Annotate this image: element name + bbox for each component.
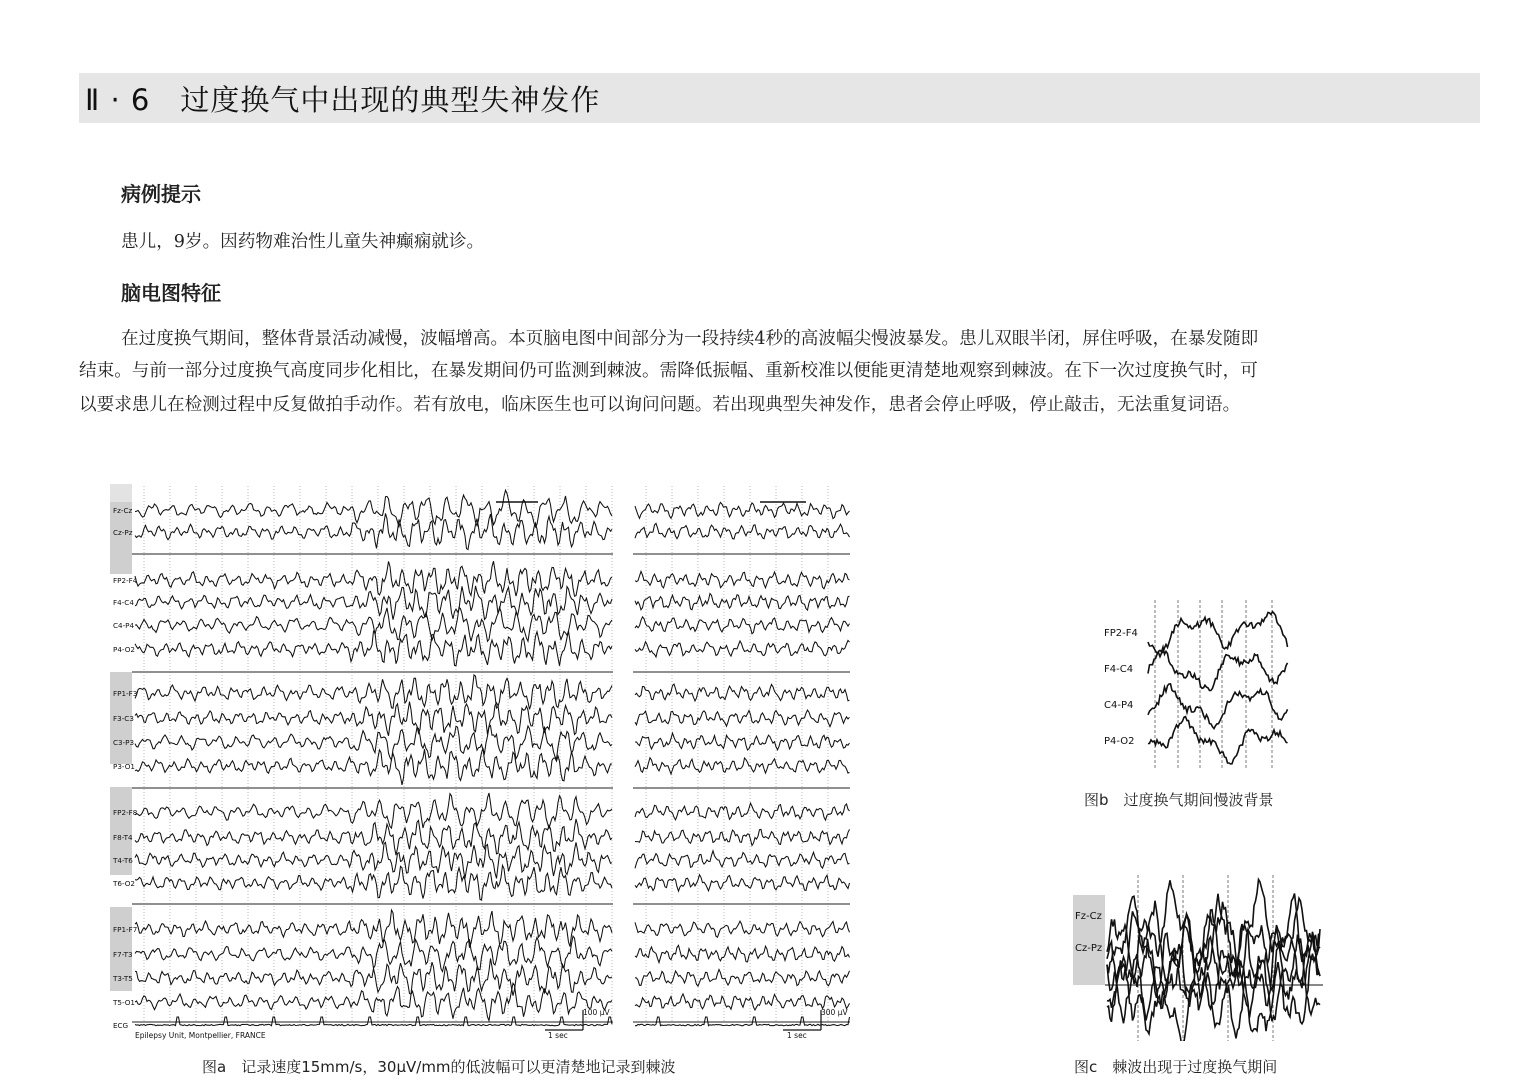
channel-label: Fz-Cz — [1075, 911, 1102, 922]
figure-b-eeg-plot — [1100, 600, 1292, 775]
channel-label: F7-T3 — [113, 950, 133, 959]
figure-b-eeg — [1100, 600, 1292, 775]
eeg-trace-left — [135, 702, 612, 736]
figure-c-eeg-plot — [1073, 875, 1323, 1041]
eeg-trace-right — [635, 594, 850, 611]
channel-label: F4-C4 — [1104, 664, 1134, 675]
channel-label: Fz-Cz — [113, 506, 133, 515]
eeg-trace-left — [135, 959, 612, 996]
eeg-trace-right — [635, 851, 850, 869]
eeg-trace — [1148, 612, 1288, 657]
case-heading: 病例提示 — [121, 182, 201, 206]
channel-label: T4-T6 — [113, 856, 133, 865]
channel-label: ECG — [113, 1021, 129, 1030]
section-title: Ⅱ · 6 过度换气中出现的典型失神发作 — [85, 82, 601, 117]
eeg-trace-right — [635, 710, 850, 727]
eeg-trace-left — [135, 819, 612, 855]
eeg-trace-left — [135, 793, 612, 828]
channel-group-shade — [110, 484, 132, 502]
channel-label: Cz-Pz — [113, 528, 133, 537]
channel-label: Cz-Pz — [1075, 943, 1103, 954]
amplitude-scale-label-left: 100 μV — [583, 1008, 610, 1017]
channel-label: C3-P3 — [113, 738, 135, 747]
channel-label: P4-O2 — [1104, 736, 1135, 747]
eeg-trace-right — [635, 875, 850, 891]
eeg-trace-right — [635, 523, 850, 539]
channel-label: P4-O2 — [113, 645, 135, 654]
eeg-trace-right — [635, 640, 850, 657]
eeg-trace-left — [135, 936, 612, 971]
eeg-trace-right — [635, 684, 850, 701]
channel-label: C4-P4 — [1104, 700, 1134, 711]
eeg-trace-right — [635, 994, 850, 1010]
figure-a-eeg-plot — [108, 482, 854, 1042]
channel-label: FP2-F4 — [1104, 628, 1138, 639]
channel-label: T3-T5 — [113, 974, 133, 983]
figure-b-caption: 图b 过度换气期间慢波背景 — [1084, 791, 1274, 809]
eeg-paragraph-line-2: 结束。与前一部分过度换气高度同步化相比，在暴发期间仍可监测到棘波。需降低振幅、重新校准以便能更清楚地观察到棘波。在下一次过度换气时，可 — [79, 361, 1258, 381]
channel-label: FP2-F4 — [113, 576, 138, 585]
eeg-trace-left — [135, 842, 612, 878]
eeg-trace-left — [135, 748, 612, 785]
eeg-paragraph-line-1: 在过度换气期间，整体背景活动减慢，波幅增高。本页脑电图中间部分为一段持续4秒的高波幅尖慢波暴发。患儿双眼半闭，屏住呼吸，在暴发随即 — [121, 329, 1259, 349]
eeg-trace-left — [135, 490, 612, 527]
eeg-trace-right — [635, 758, 850, 774]
channel-group-shade — [1073, 895, 1105, 985]
eeg-trace-right — [635, 733, 850, 750]
ecg-trace — [635, 1017, 850, 1026]
channel-label: T5-O1 — [113, 998, 135, 1007]
eeg-trace-right — [635, 921, 850, 937]
case-text: 患儿，9岁。因药物难治性儿童失神癫痫就诊。 — [121, 232, 485, 252]
eeg-trace-right — [635, 829, 850, 845]
channel-label: C4-P4 — [113, 621, 135, 630]
eeg-trace-left — [135, 631, 612, 666]
channel-label: F4-C4 — [113, 598, 134, 607]
eeg-trace — [1107, 935, 1320, 1039]
section-title-bar — [79, 73, 1480, 123]
eeg-trace-left — [135, 586, 612, 620]
figure-credit: Epilepsy Unit, Montpellier, FRANCE — [135, 1031, 266, 1040]
eeg-trace-left — [135, 910, 612, 948]
eeg-trace — [1148, 684, 1288, 729]
time-scale-label-left: 1 sec — [548, 1031, 568, 1040]
channel-label: FP2-F8 — [113, 808, 138, 817]
figure-a-caption: 图a 记录速度15mm/s，30μV/mm的低波幅可以更清楚地记录到棘波 — [202, 1058, 676, 1076]
eeg-paragraph-line-3: 以要求患儿在检测过程中反复做拍手动作。若有放电，临床医生也可以询问问题。若出现典型失神发作，患者会停止呼吸，停止敲击，无法重复词语。 — [79, 395, 1241, 415]
channel-label: F3-C3 — [113, 714, 134, 723]
amplitude-scale-label-right: 300 μV — [821, 1008, 848, 1017]
eeg-trace-right — [635, 970, 850, 987]
figure-a-eeg — [108, 482, 854, 1042]
channel-label: F8-T4 — [113, 833, 133, 842]
eeg-heading: 脑电图特征 — [121, 281, 221, 305]
time-scale-label-right: 1 sec — [787, 1031, 807, 1040]
channel-label: FP1-F3 — [113, 689, 138, 698]
eeg-trace-right — [635, 571, 850, 588]
eeg-trace-left — [135, 607, 612, 641]
figure-c-caption: 图c 棘波出现于过度换气期间 — [1074, 1058, 1278, 1076]
eeg-trace-right — [635, 803, 850, 820]
eeg-trace-right — [635, 502, 850, 518]
channel-label: T6-O2 — [113, 879, 135, 888]
eeg-trace-left — [135, 675, 612, 709]
eeg-trace-right — [635, 945, 850, 962]
eeg-trace-left — [135, 513, 612, 549]
eeg-trace-right — [635, 617, 850, 634]
ecg-trace — [135, 1017, 612, 1026]
channel-label: FP1-F7 — [113, 925, 138, 934]
figure-c-eeg — [1073, 875, 1323, 1041]
channel-label: P3-O1 — [113, 762, 135, 771]
